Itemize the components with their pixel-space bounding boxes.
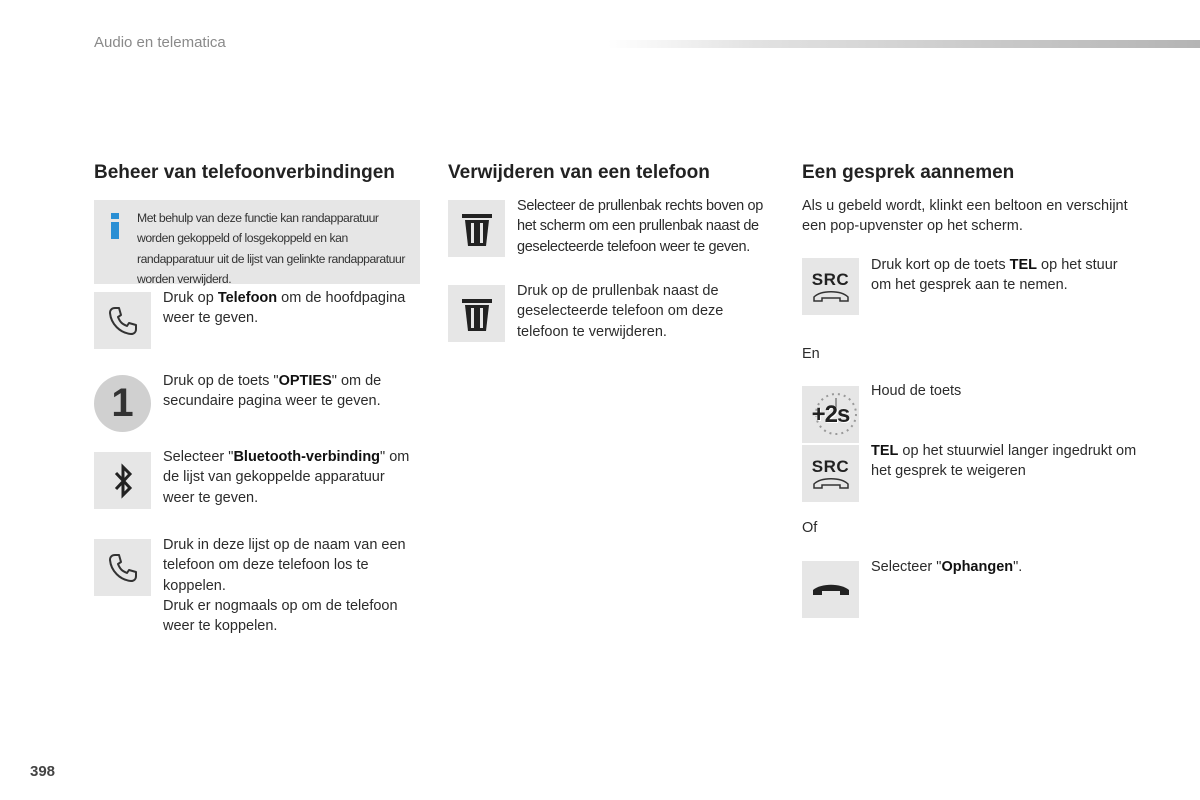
bluetooth-button — [94, 452, 151, 509]
trash-button-2 — [448, 285, 505, 342]
info-box — [94, 200, 420, 284]
trash-button — [448, 200, 505, 257]
step-disconnect: Druk in deze lijst op de naam van een telefoon om deze telefoon los te koppelen. Druk er nogmaals op om de telefoon weer te koppelen. — [163, 537, 406, 635]
and-label: En — [802, 346, 820, 362]
intro-text: Als u gebeld wordt, klinkt een beltoon en verschijnt een pop-upvenster op het scherm. — [802, 198, 1128, 235]
step-delete-phone: Druk op de prullenbak naast de geselecteerde telefoon om deze telefoon te verwijderen. — [517, 283, 724, 340]
src-phone-icon — [811, 289, 851, 303]
info-icon — [108, 213, 122, 244]
hold-2s-indicator — [802, 386, 859, 443]
bluetooth-icon — [108, 463, 138, 499]
header-decor-bar — [608, 40, 1200, 48]
phone-icon — [106, 551, 140, 585]
hang-up-button — [802, 561, 859, 618]
phone-button — [94, 292, 151, 349]
page-number: 398 — [30, 763, 56, 780]
step-hold-key: Houd de toets — [871, 383, 962, 399]
step-tel-long: TEL op het stuurwiel langer ingedrukt om het gesprek te weigeren — [871, 443, 1137, 480]
trash-icon — [460, 295, 494, 333]
step-telefoon: Druk op Telefoon om de hoofdpagina weer te geven. — [163, 290, 406, 327]
heading-phone-connections: Beheer van telefoonverbindingen — [94, 162, 395, 183]
hang-up-icon — [811, 580, 851, 600]
hold-2s-label: +2s — [811, 400, 850, 428]
step-number-badge: 1 — [94, 375, 151, 432]
or-label: Of — [802, 520, 818, 536]
phone-icon — [106, 304, 140, 338]
info-text: Met behulp van deze functie kan randapparatuur worden gekoppeld of losgekoppeld en kan randapparatuur uit de lijst van gelinkte randapparatuur worden verwijderd. — [137, 211, 405, 286]
step-opties: Druk op de toets "OPTIES" om de secundaire pagina weer te geven. — [163, 373, 382, 410]
src-tel-button-2 — [802, 445, 859, 502]
src-label: SRC — [811, 269, 850, 289]
src-phone-icon — [811, 476, 851, 490]
step-hang-up: Selecteer "Ophangen". — [871, 559, 1023, 575]
heading-answer-call: Een gesprek aannemen — [802, 162, 1015, 183]
section-title: Audio en telematica — [94, 34, 226, 51]
src-label: SRC — [811, 456, 850, 476]
heading-remove-phone: Verwijderen van een telefoon — [448, 162, 710, 183]
src-tel-button — [802, 258, 859, 315]
step-bluetooth: Selecteer "Bluetooth-verbinding" om de lijst van gekoppelde apparatuur weer te geven. — [163, 449, 410, 506]
phone-button-2 — [94, 539, 151, 596]
trash-icon — [460, 210, 494, 248]
step-select-trash: Selecteer de prullenbak rechts boven op het scherm om een prullenbak naast de geselecteerde telefoon weer te geven. — [517, 198, 763, 255]
step-tel-short: Druk kort op de toets TEL op het stuur om het gesprek aan te nemen. — [871, 257, 1118, 294]
